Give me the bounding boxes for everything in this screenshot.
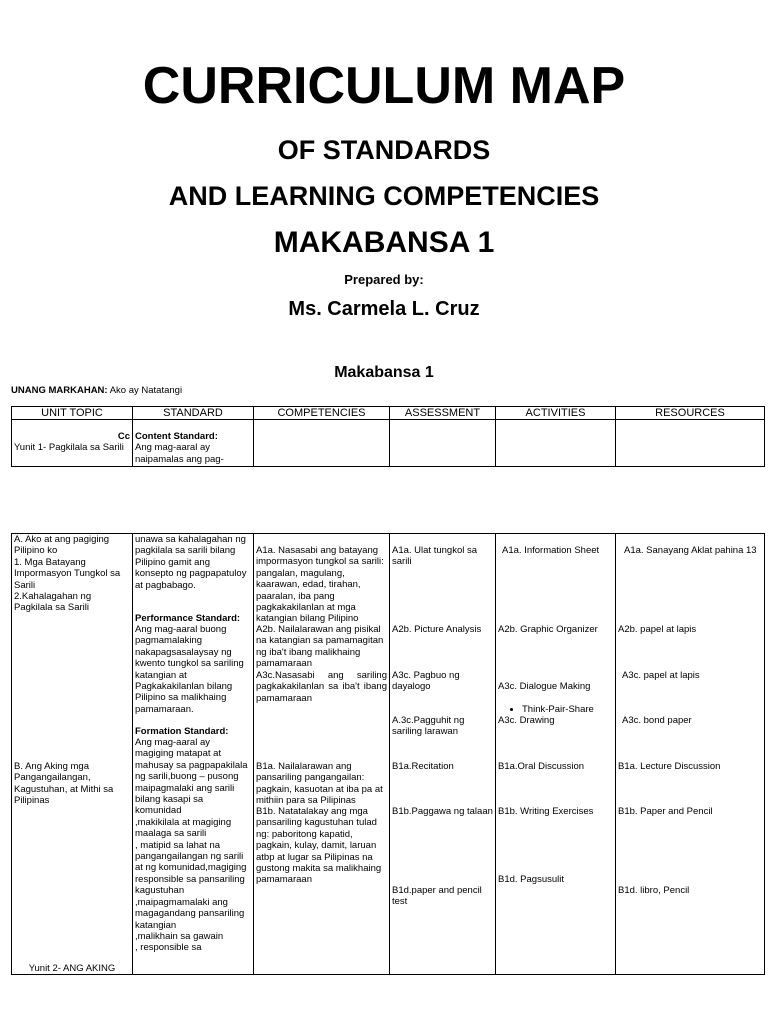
competency-a1a: A1a. Nasasabi ang batayang impormasyon tungkol sa sarili: pangalan, magulang, kaarawan, edad, tirahan, paaralan, iba pang pagkakakilanlan at mga katangian bilang Pilipino [256, 545, 384, 625]
quarter-line [11, 385, 182, 396]
competencies-cell [254, 534, 390, 975]
header-assessment: ASSESSMENT [390, 407, 496, 420]
assessment-b1a: B1a.Recitation [392, 761, 454, 772]
competency-a2b: A2b. Nailalarawan ang pisikal na katangian sa pamamagitan ng iba't ibang malikhaing pamamaraan [256, 624, 384, 670]
document-subtitle-2: AND LEARNING COMPETENCIES [168, 181, 600, 211]
content-standard-text: Ang mag-aaral ay naipamalas ang pag- [135, 442, 224, 465]
activity-a3c-list [498, 704, 613, 715]
resource-a2b: A2b. papel at lapis [618, 624, 697, 635]
document-subtitle-1: OF STANDARDS [277, 135, 491, 165]
table-row [12, 420, 765, 467]
section-title: Makabansa 1 [334, 364, 434, 381]
assessment-a2b: A2b. Picture Analysis [392, 624, 482, 635]
quarter-value: Ako ay Natatangi [109, 385, 183, 396]
unit-topic-b: B. Ang Aking mga Pangangailangan, Kagustuhan, at Mithi sa Pilipinas [14, 761, 114, 807]
activity-a3c-title: A3c. Dialogue Making [498, 681, 591, 693]
content-standard-continued: unawa sa kahalagahan ng pagkilala sa sarili bilang Pilipino gamit ang konsepto ng pagpapatuloy at pagbabago. [135, 534, 247, 591]
standard-cell [133, 420, 254, 467]
activity-a3c-drawing: A3c. Drawing [498, 715, 555, 726]
resource-b1a: B1a. Lecture Discussion [618, 761, 721, 772]
content-standard-label: Content Standard: [135, 431, 218, 442]
header-competencies: COMPETENCIES [254, 407, 390, 420]
curriculum-table-continued [11, 533, 765, 975]
assessment-b1b: B1b.Paggawa ng talaan [392, 806, 493, 817]
assessment-a1a: A1a. Ulat tungkol sa sarili [392, 545, 478, 568]
resource-b1d: B1d. libro, Pencil [618, 885, 690, 896]
assessment-cell [390, 534, 496, 975]
assessment-a3c: A3c. Pagbuo ng dayalogo [392, 670, 460, 693]
activity-b1d: B1d. Pagsusulit [498, 874, 565, 885]
performance-standard-label: Performance Standard: [135, 613, 241, 624]
curriculum-table-header [11, 406, 765, 467]
resources-cell [616, 420, 765, 467]
header-unit-topic: UNIT TOPIC [12, 407, 133, 420]
preparer-name: Ms. Carmela L. Cruz [288, 298, 480, 320]
unit-topic-a: A. Ako at ang pagiging Pilipino ko 1. Mga Batayang Impormasyon Tungkol sa Sarili 2.Kahalagahan ng Pagkilala sa Sarili [14, 534, 121, 614]
assessment-a3c-drawing: A.3c.Pagguhit ng sariling larawan [392, 715, 465, 738]
resource-b1b: B1b. Paper and Pencil [618, 806, 713, 817]
list-item: • Think-Pair-Share [522, 704, 613, 715]
document-title: CURRICULUM MAP [142, 57, 626, 115]
resource-a3c: A3c. papel at lapis [622, 670, 700, 681]
assessment-b1d: B1d.paper and pencil test [392, 885, 482, 908]
competency-b1a: B1a. Nailalarawan ang pansariling pangangailan: pagkain, kasuotan at iba pa at mithiin para sa Pilipinas [256, 761, 383, 807]
activities-cell [496, 420, 616, 467]
activities-cell [496, 534, 616, 975]
formation-standard-label: Formation Standard: [135, 726, 229, 737]
resources-cell [616, 534, 765, 975]
resource-a1a: A1a. Sanayang Aklat pahina 13 [624, 545, 757, 556]
header-resources: RESOURCES [616, 407, 765, 420]
header-row [12, 407, 765, 420]
unit-marker: Cc [117, 431, 130, 442]
header-activities: ACTIVITIES [496, 407, 616, 420]
activity-b1b: B1b. Writing Exercises [498, 806, 594, 817]
standard-cell [133, 534, 254, 975]
quarter-label: UNANG MARKAHAN: [11, 385, 108, 396]
performance-standard-text: Ang mag-aaral buong pagmamalaking nakapagsasalaysay ng kwento tungkol sa sariling katangian at Pagkakakilanlan bilang Pilipino sa malikhaing pamamaraan. [135, 624, 244, 715]
assessment-cell [390, 420, 496, 467]
activity-a1a: A1a. Information Sheet [502, 545, 600, 556]
subject-title: MAKABANSA 1 [273, 226, 495, 259]
prepared-by-label: Prepared by: [344, 272, 424, 287]
header-standard: STANDARD [133, 407, 254, 420]
competency-a3c: A3c.Nasasabi ang sariling pagkakakilanlan sa iba't ibang pamamaraan [256, 670, 387, 704]
competencies-cell [254, 420, 390, 467]
formation-standard-text: Ang mag-aaral ay magiging matapat at mahusay sa pagpapakilala ng sarili,buong – pusong maipagmalaki ang sarili bilang kasapi sa komunidad ,makikilala at magiging maalaga sa sarili , matipid sa lahat na pangangailangan ng sarili at ng komunidad,magiging responsible sa pansariling kagustuhan ,maipagmamalaki ang magagandang pansariling katangian ,malikhain sa gawain , responsible sa [135, 737, 248, 954]
resource-a3c-bond: A3c. bond paper [622, 715, 692, 726]
table-row [12, 534, 765, 975]
activity-a2b: A2b. Graphic Organizer [498, 624, 598, 635]
competency-b1b: B1b. Natatalakay ang mga pansariling kagustuhan tulad ng: paboritong kapatid, pagkain, kulay, damit, laruan atbp at lugar sa Pilipinas na gustong makita sa malikhaing pamamaraan [256, 806, 382, 886]
unit-topic-cell [12, 420, 133, 467]
unit-topic-text: Yunit 1- Pagkilala sa Sarili [14, 442, 124, 454]
unit-topic-cell [12, 534, 133, 975]
activity-b1a: B1a.Oral Discussion [498, 761, 585, 772]
unit-topic-next: Yunit 2- ANG AKING [28, 963, 116, 974]
